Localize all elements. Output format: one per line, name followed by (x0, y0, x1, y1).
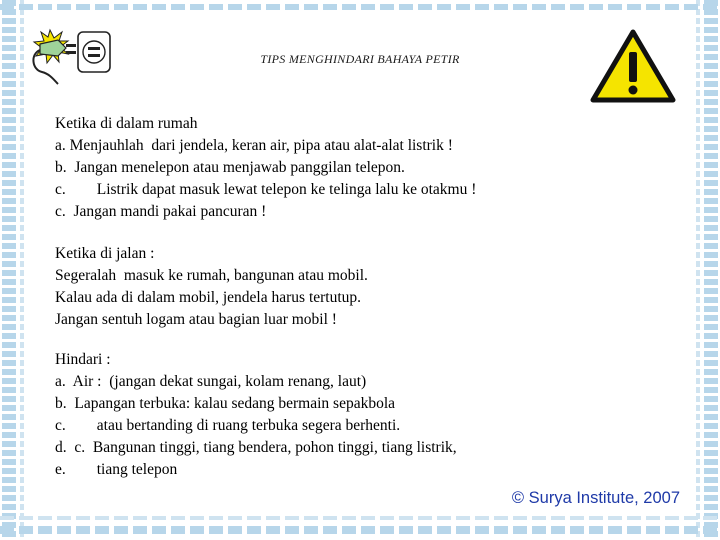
bottom-border-decoration (0, 526, 720, 534)
section-di-jalan (55, 243, 368, 331)
list-item: d. c. Bangunan tinggi, tiang bendera, pohon tinggi, tiang listrik, (55, 439, 457, 456)
right-border-decoration (704, 0, 718, 540)
list-item: c. atau bertanding di ruang terbuka segera berhenti. (55, 417, 401, 434)
list-item: c. Jangan mandi pakai pancuran ! (55, 203, 267, 220)
section-heading: Ketika di jalan : (55, 245, 155, 262)
left-border-decoration (2, 0, 16, 540)
section-hindari (55, 349, 457, 481)
list-item: e. tiang telepon (55, 461, 178, 478)
list-item: c. Listrik dapat masuk lewat telepon ke telinga lalu ke otakmu ! (55, 181, 477, 198)
section-heading: Hindari : (55, 351, 111, 368)
list-item: Jangan sentuh logam atau bagian luar mobil ! (55, 311, 337, 328)
copyright-notice: © Surya Institute, 2007 (511, 489, 680, 507)
section-heading: Ketika di dalam rumah (55, 115, 198, 132)
left-border-decoration-inner (20, 0, 24, 540)
list-item: a. Air : (jangan dekat sungai, kolam renang, laut) (55, 373, 367, 390)
top-border-decoration (0, 4, 720, 10)
list-item: Segeralah masuk ke rumah, bangunan atau mobil. (55, 267, 368, 284)
list-item: Kalau ada di dalam mobil, jendela harus tertutup. (55, 289, 362, 306)
list-item: b. Lapangan terbuka: kalau sedang bermain sepakbola (55, 395, 396, 412)
right-border-decoration-inner (696, 0, 700, 540)
section-di-dalam-rumah (55, 113, 476, 223)
bottom-border-decoration-inner (0, 516, 720, 520)
list-item: a. Menjauhlah dari jendela, keran air, pipa atau alat-alat listrik ! (55, 137, 453, 154)
page-title: TIPS MENGHINDARI BAHAYA PETIR (260, 52, 460, 66)
warning-triangle-icon (590, 28, 676, 104)
list-item: b. Jangan menelepon atau menjawab panggilan telepon. (55, 159, 405, 176)
